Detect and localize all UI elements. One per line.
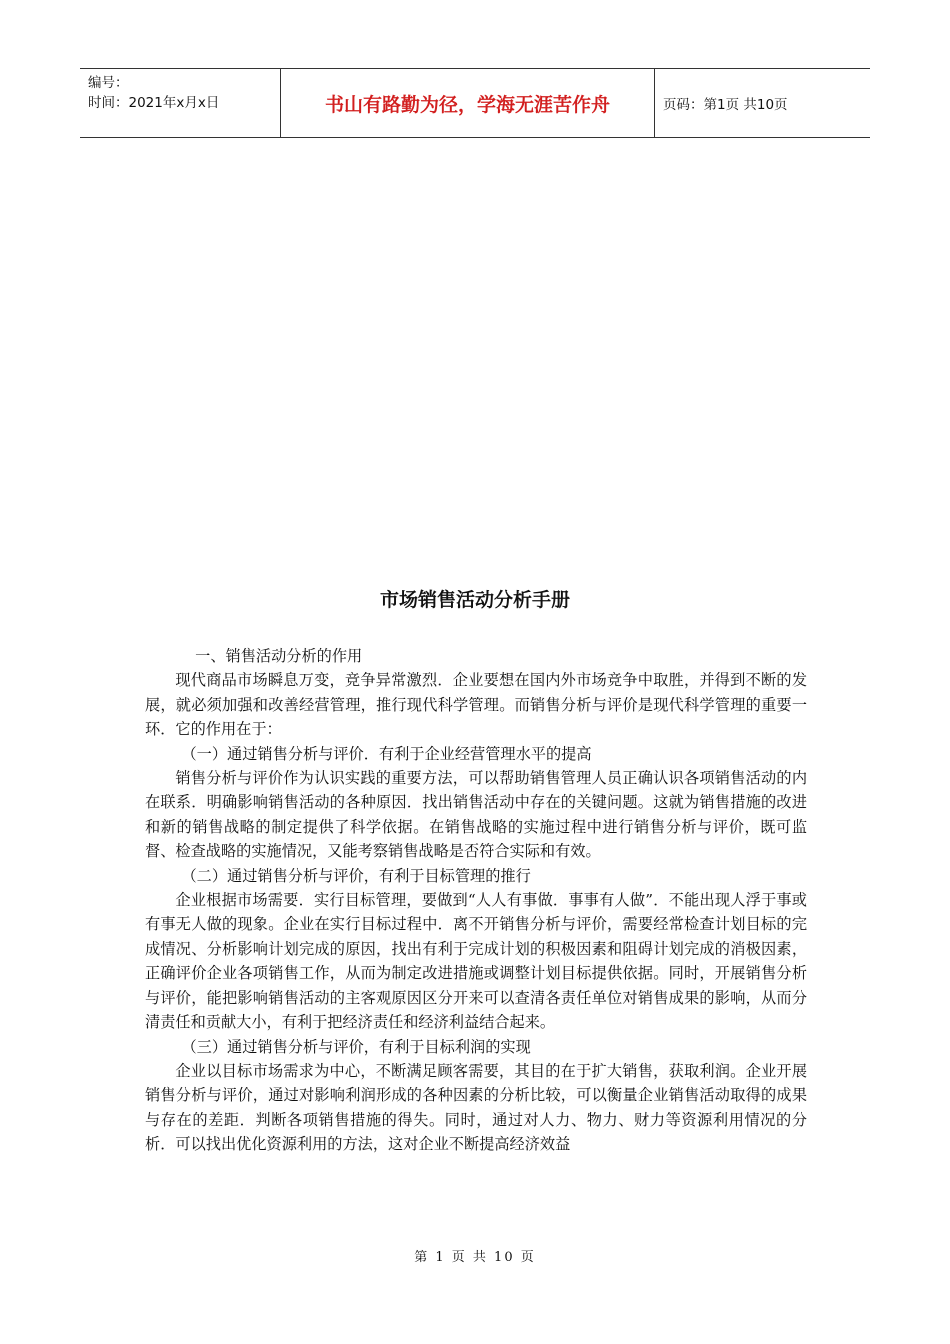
page-info: 页码：第1页 共10页 [663, 97, 788, 113]
paragraph: 销售分析与评价作为认识实践的重要方法，可以帮助销售管理人员正确认识各项销售活动的内在联系．明确影响销售活动的各种原因．找出销售活动中存在的关键问题。这就为销售措施的改进和新的销售战略的制定提供了科学依据。在销售战略的实施过程中进行销售分析与评价，既可监督、检查战略的实施情况，又能考察销售战略是否符合实际和有效。 [145, 769, 807, 861]
paragraph: 现代商品市场瞬息万变，竞争异常激烈．企业要想在国内外市场竞争中取胜，并得到不断的发展，就必须加强和改善经营管理，推行现代科学管理。而销售分析与评价是现代科学管理的重要一环．它的作用在于： [145, 671, 807, 739]
page-footer: 第 1 页 共 10 页 [414, 1250, 536, 1265]
header-meta [80, 69, 281, 137]
subsection-heading: （二）通过销售分析与评价，有利于目标管理的推行 [181, 866, 531, 885]
header-table [80, 68, 870, 138]
date-label: 时间：2021年x月x日 [88, 95, 220, 111]
document-title: 市场销售活动分析手册 [379, 589, 570, 611]
document-body [145, 644, 807, 1157]
paragraph: 企业根据市场需要．实行目标管理，要做到“人人有事做．事事有人做”．不能出现人浮于事或有事无人做的现象。企业在实行目标过程中．离不开销售分析与评价，需要经常检查计划目标的完成情况、分析影响计划完成的原因，找出有利于完成计划的积极因素和阻碍计划完成的消极因素，正确评价企业各项销售工作，从而为制定改进措施或调整计划目标提供依据。同时，开展销售分析与评价，能把影响销售活动的主客观原因区分开来可以查清各责任单位对销售成果的影响，从而分清责任和贡献大小，有利于把经济责任和经济利益结合起来。 [145, 891, 807, 1032]
section-heading: 一、销售活动分析的作用 [195, 647, 363, 665]
number-label: 编号： [88, 75, 129, 91]
motto: 书山有路勤为径，学海无涯苦作舟 [281, 69, 655, 137]
subsection-heading: （三）通过销售分析与评价，有利于目标利润的实现 [181, 1037, 531, 1056]
subsection-heading: （一）通过销售分析与评价．有利于企业经营管理水平的提高 [181, 744, 592, 763]
paragraph: 企业以目标市场需求为中心，不断满足顾客需要，其目的在于扩大销售，获取利润。企业开展销售分析与评价，通过对影响利润形成的各种因素的分析比较，可以衡量企业销售活动取得的成果与存在的差距．判断各项销售措施的得失。同时，通过对人力、物力、财力等资源利用情况的分析．可以找出优化资源利用的方法，这对企业不断提高经济效益 [145, 1061, 807, 1154]
